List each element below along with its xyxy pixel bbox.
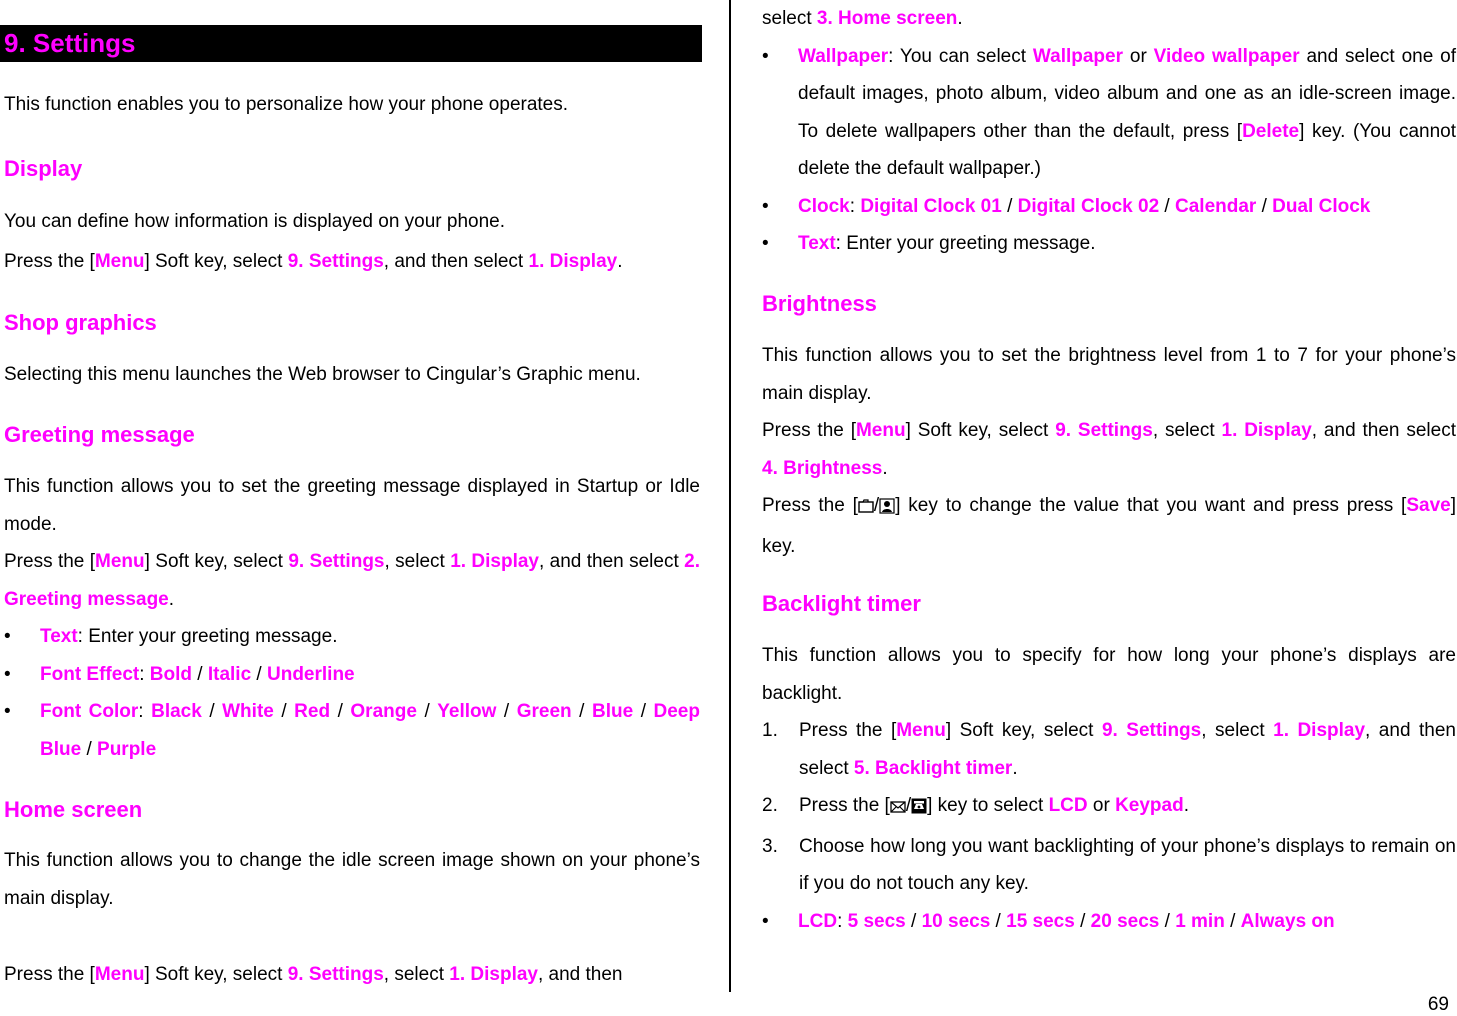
- list-item: 3. Choose how long you want backlighting of your phone’s displays to remain on if you do not touch any key.: [762, 835, 1456, 894]
- brightness-section: [762, 337, 1456, 565]
- list-item: • Clock: Digital Clock 01 / Digital Clock 02 / Calendar / Dual Clock: [762, 188, 1456, 226]
- home-desc: This function allows you to change the idle screen image shown on your phone’s main display.: [4, 850, 700, 909]
- home-press-a: Press the [Menu] Soft key, select 9. Settings, select 1. Display, and then: [4, 964, 623, 985]
- list-item: • LCD: 5 secs / 10 secs / 15 secs / 20 secs / 1 min / Always on: [762, 903, 1456, 941]
- greeting-heading: Greeting message: [4, 422, 195, 447]
- backlight-desc: This function allows you to specify for how long your phone’s displays are backlight.: [762, 645, 1456, 704]
- contacts-icon: [879, 490, 895, 528]
- backlight-steps: [762, 712, 1456, 903]
- home-options: [762, 38, 1456, 263]
- shop-heading: Shop graphics: [4, 310, 157, 335]
- list-item: • Font Effect: Bold / Italic / Underline: [4, 656, 700, 694]
- lcd-options: [762, 903, 1456, 941]
- home-continued: [762, 0, 1456, 263]
- list-item: 2. Press the [ / ] key to select LCD or Keypad.: [762, 787, 1456, 828]
- greeting-options: [4, 618, 700, 768]
- chapter-title: 9. Settings: [0, 25, 702, 62]
- column-divider: [729, 0, 731, 992]
- list-item: • Wallpaper: You can select Wallpaper or Video wallpaper and select one of default images, photo album, video album and one as an idle-screen image. To delete wallpapers other than the default, press [Delete] key. (You cannot delete the default wallpaper.): [762, 38, 1456, 188]
- list-item: • Text: Enter your greeting message.: [762, 225, 1456, 263]
- home-heading: Home screen: [4, 797, 143, 822]
- brightness-press: Press the [Menu] Soft key, select 9. Settings, select 1. Display, and then select 4. Brightness.: [762, 420, 1456, 479]
- display-desc: You can define how information is displayed on your phone.: [4, 211, 506, 232]
- display-press: Press the [Menu] Soft key, select 9. Settings, and then select 1. Display.: [4, 251, 623, 272]
- brightness-press-keys: Press the [ / ] key to change the value that you want and press press [Save] key.: [762, 487, 1456, 565]
- phonebook-icon: [911, 790, 927, 828]
- shop-desc: Selecting this menu launches the Web browser to Cingular’s Graphic menu.: [4, 364, 641, 385]
- home-press-b: select 3. Home screen.: [762, 8, 963, 29]
- greeting-desc: This function allows you to set the greeting message displayed in Startup or Idle mode.: [4, 476, 700, 535]
- intro-text: This function enables you to personalize how your phone operates.: [4, 94, 569, 115]
- brightness-heading: Brightness: [762, 291, 877, 316]
- list-item: 1. Press the [Menu] Soft key, select 9. Settings, select 1. Display, and then select 5. Backlight timer.: [762, 720, 1456, 779]
- folder-icon: [858, 490, 874, 528]
- list-item: • Text: Enter your greeting message.: [4, 618, 700, 656]
- page-number: 69: [1427, 994, 1449, 1015]
- backlight-section: [762, 637, 1456, 940]
- display-heading: Display: [4, 156, 83, 181]
- brightness-desc: This function allows you to set the brightness level from 1 to 7 for your phone’s main display.: [762, 345, 1456, 404]
- greeting-section: [4, 468, 700, 768]
- message-icon: [890, 790, 906, 828]
- backlight-heading: Backlight timer: [762, 591, 921, 616]
- list-item: • Font Color: Black / White / Red / Orange / Yellow / Green / Blue / Deep Blue / Purple: [4, 693, 700, 768]
- greeting-press: Press the [Menu] Soft key, select 9. Settings, select 1. Display, and then select 2. Greeting message.: [4, 551, 700, 610]
